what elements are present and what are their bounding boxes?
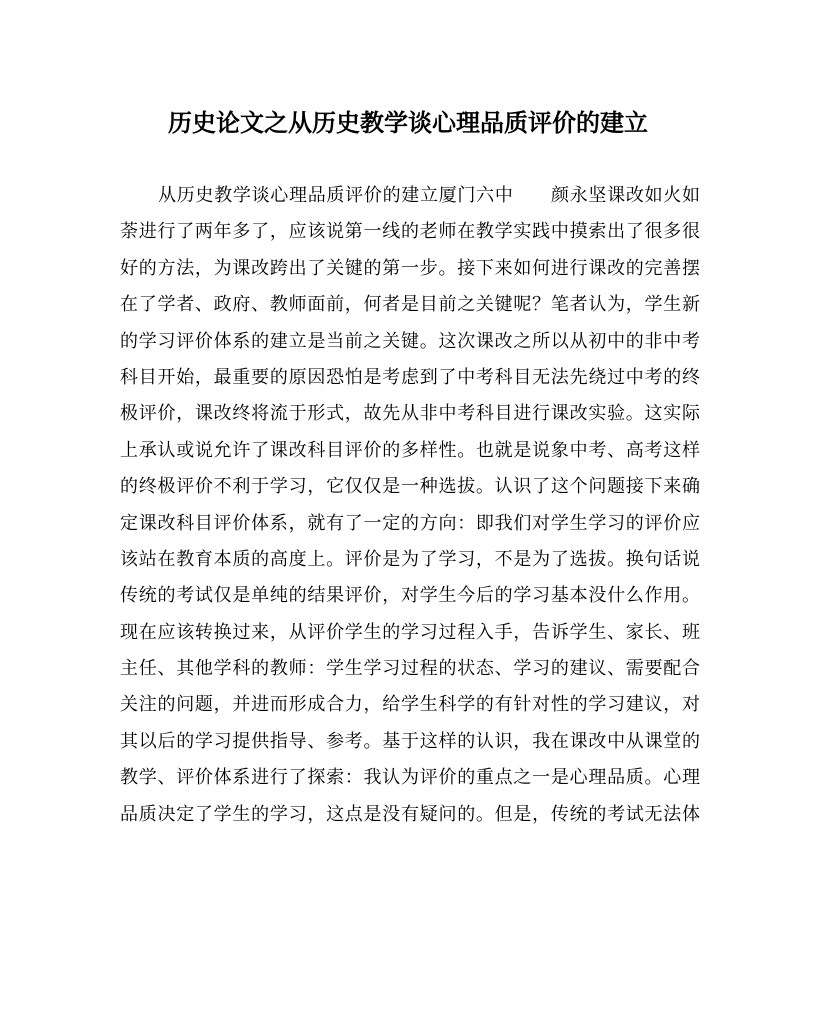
- body-line: 其以后的学习提供指导、参考。基于这样的认识，我在课改中从课堂的: [120, 730, 700, 752]
- document-title: 历史论文之从历史教学谈心理品质评价的建立: [168, 108, 648, 137]
- body-line: 的终极评价不利于学习，它仅仅是一种选拔。认识了这个问题接下来确: [120, 476, 700, 498]
- body-line: 的学习评价体系的建立是当前之关键。这次课改之所以从初中的非中考: [120, 330, 700, 352]
- body-line: 从历史教学谈心理品质评价的建立厦门六中 颜永坚课改如火如: [158, 185, 700, 206]
- body-line: 该站在教育本质的高度上。评价是为了学习，不是为了选拔。换句话说: [120, 548, 700, 570]
- body-line: 现在应该转换过来，从评价学生的学习过程入手，告诉学生、家长、班: [120, 621, 700, 643]
- body-line: 定课改科目评价体系，就有了一定的方向：即我们对学生学习的评价应: [120, 512, 700, 534]
- body-line: 荼进行了两年多了，应该说第一线的老师在教学实践中摸索出了很多很: [120, 221, 700, 243]
- body-line: 上承认或说允许了课改科目评价的多样性。也就是说象中考、高考这样: [120, 439, 700, 461]
- body-line: 传统的考试仅是单纯的结果评价，对学生今后的学习基本没什么作用。: [120, 585, 700, 607]
- body-line: 关注的问题，并进而形成合力，给学生科学的有针对性的学习建议，对: [120, 694, 700, 716]
- body-line: 科目开始，最重要的原因恐怕是考虑到了中考科目无法先绕过中考的终: [120, 366, 700, 388]
- document-body: [120, 178, 700, 833]
- body-line: 品质决定了学生的学习，这点是没有疑问的。但是，传统的考试无法体: [120, 803, 700, 825]
- body-line: 教学、评价体系进行了探索：我认为评价的重点之一是心理品质。心理: [120, 767, 700, 789]
- body-line: 极评价，课改终将流于形式，故先从非中考科目进行课改实验。这实际: [120, 403, 700, 425]
- body-line: 在了学者、政府、教师面前，何者是目前之关键呢？笔者认为，学生新: [120, 294, 700, 316]
- body-line: 主任、其他学科的教师：学生学习过程的状态、学习的建议、需要配合: [120, 658, 700, 680]
- body-line: 好的方法，为课改跨出了关键的第一步。接下来如何进行课改的完善摆: [120, 257, 700, 279]
